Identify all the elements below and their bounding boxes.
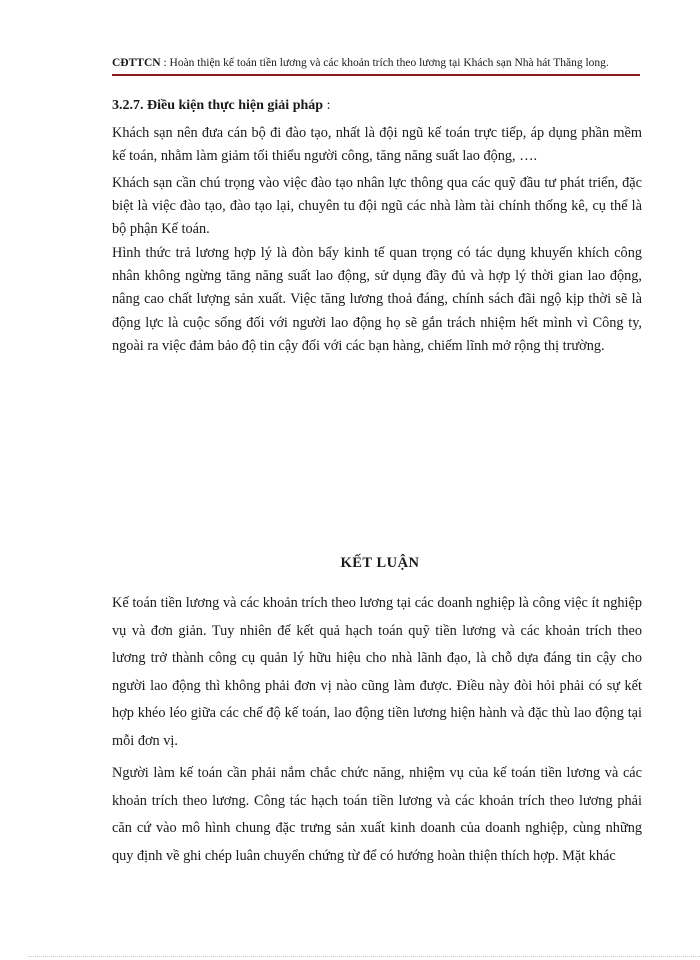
header-abbreviation: CĐTTCN [112, 57, 161, 69]
header-divider [112, 74, 640, 76]
conclusion-paragraph: Người làm kế toán cần phải nắm chắc chức năng, nhiệm vụ của kế toán tiền lương và các khoản trích theo lương. Công tác hạch toán tiền lương và các khoản trích theo lương phải căn cứ vào mô hình chung đặc trưng sản xuất kinh doanh của doanh nghiệp, cùng những quy định về ghi chép luân chuyển chứng từ để có hướng hoàn thiện thích hợp. Mặt khác [112, 765, 642, 864]
conclusion-title: KẾT LUẬN [340, 555, 420, 571]
section-heading-title: 3.2.7. Điều kiện thực hiện giải pháp [112, 98, 324, 113]
header-title: Hoàn thiện kế toán tiền lương và các khoản trích theo lương tại Khách sạn Nhà hát Thăng long. [169, 57, 609, 69]
section-heading-suffix: : [323, 98, 331, 113]
page-header [112, 55, 640, 71]
section-paragraph: Hình thức trả lương hợp lý là đòn bẩy kinh tế quan trọng có tác dụng khuyến khích công nhân không ngừng tăng năng suất lao động, sử dụng đầy đủ và hợp lý thời gian lao động, nâng cao chất lượng sản xuất. Việc tăng lương thoả đáng, chính sách đãi ngộ kịp thời sẽ là động lực là cuộc sống đối với người lao động họ sẽ gắn trách nhiệm hết mình vì Công ty, ngoài ra việc đảm bảo độ tin cậy đối với các bạn hàng, chiếm lĩnh mở rộng thị trường. [112, 245, 642, 354]
section-heading [112, 96, 330, 116]
section-paragraph: Khách sạn cần chú trọng vào việc đào tạo nhân lực thông qua các quỹ đầu tư phát triển, đặc biệt là việc đào tạo, đào tạo lại, chuyên tu đội ngũ các nhà làm tài chính thống kê, cụ thể là bộ phận Kế toán. [112, 175, 642, 237]
header-separator: : [160, 57, 170, 69]
section-paragraph: Khách sạn nên đưa cán bộ đi đào tạo, nhất là đội ngũ kế toán trực tiếp, áp dụng phần mềm kế toán, nhằm làm giảm tối thiểu người công, tăng năng suất lao động, …. [112, 125, 642, 164]
page-bottom-border [28, 956, 700, 957]
conclusion-paragraph: Kế toán tiền lương và các khoản trích theo lương tại các doanh nghiệp là công việc ít nghiệp vụ và đơn giản. Tuy nhiên để kết quả hạch toán quỹ tiền lương và các khoản trích theo lương trở thành công cụ quản lý hữu hiệu cho nhà lãnh đạo, là chỗ dựa đáng tin cậy cho người lao động thì không phải đơn vị nào cũng làm được. Điều này đòi hỏi phải có sự kết hợp khéo léo giữa các chế độ kế toán, lao động tiền lương hiện hành và đặc thù lao động tại mỗi đơn vị. [112, 595, 642, 749]
